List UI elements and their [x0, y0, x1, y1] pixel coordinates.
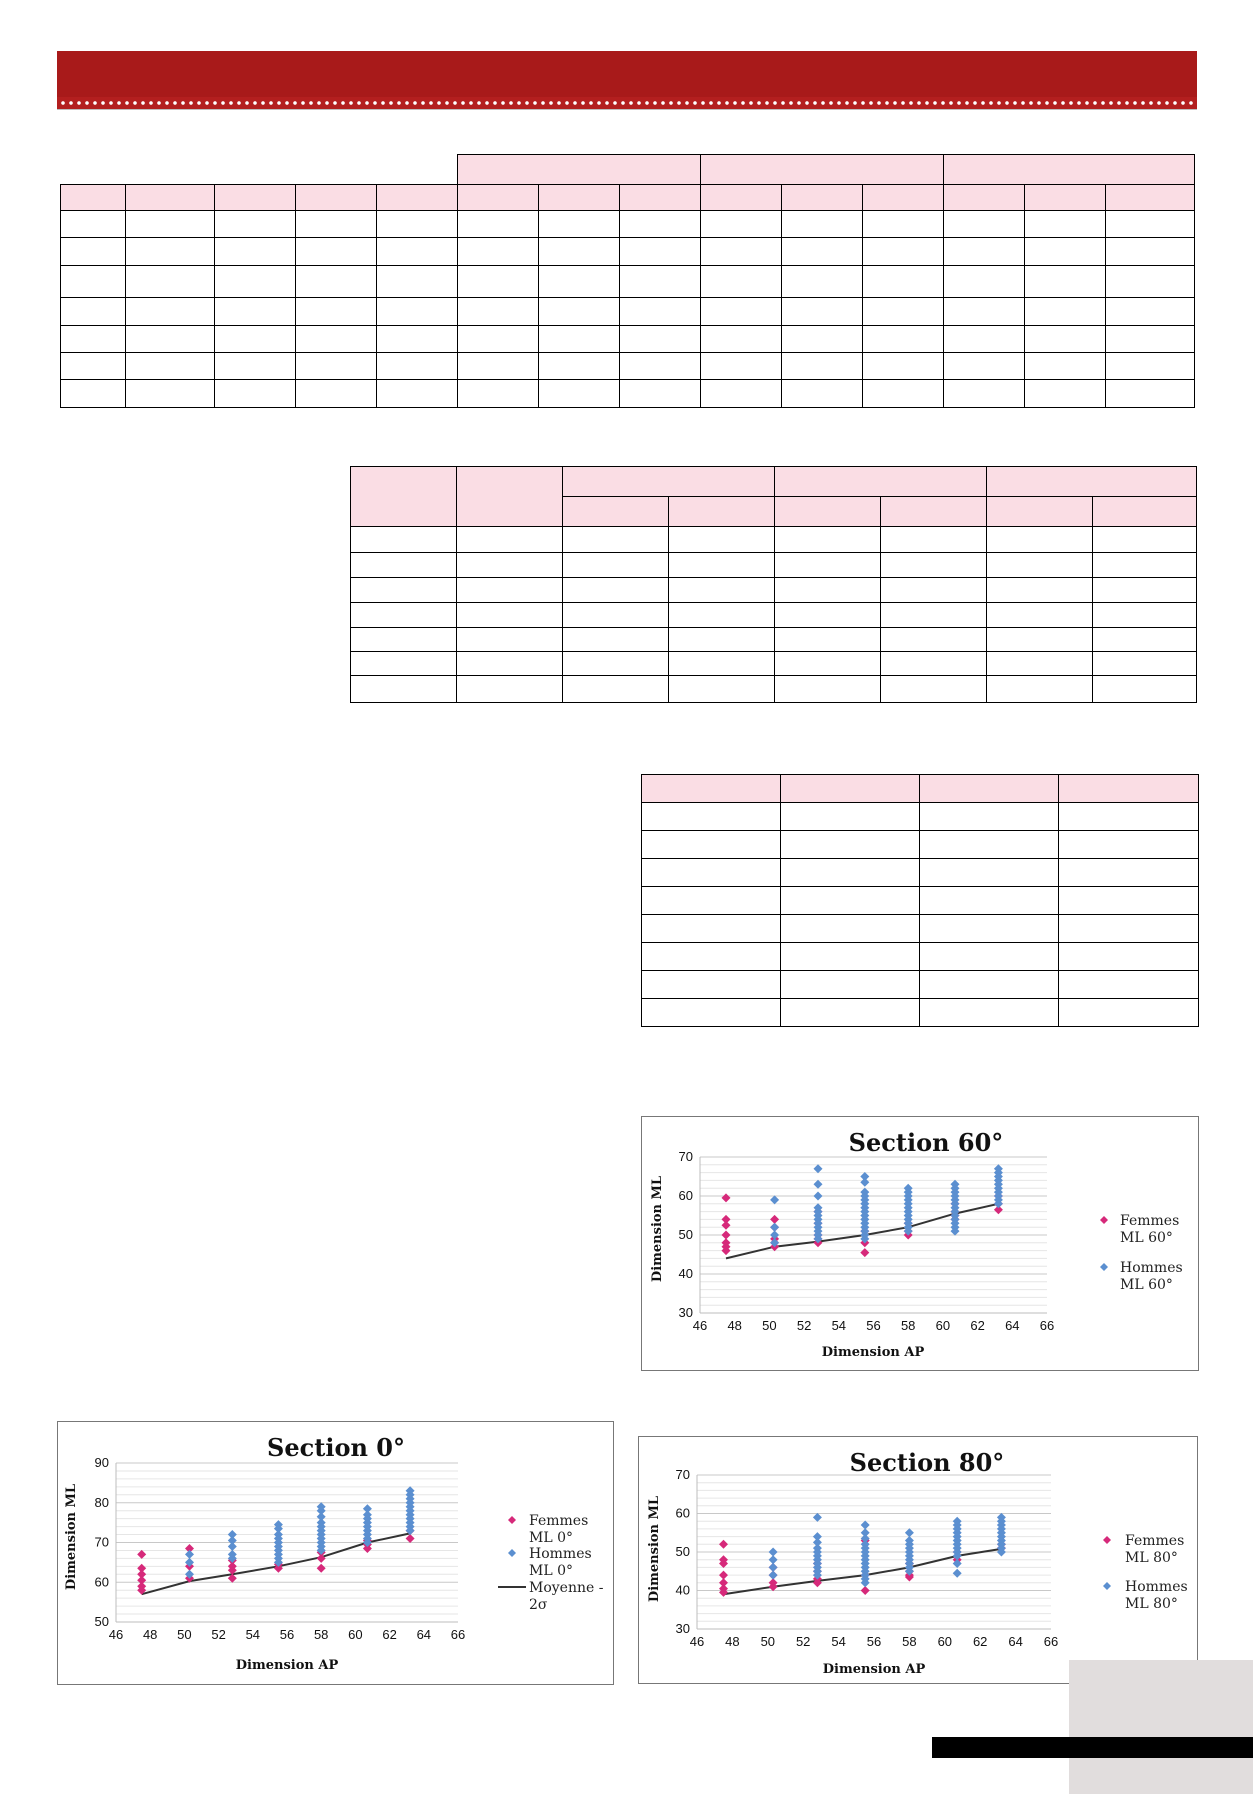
data-point-hommes: [813, 1513, 822, 1522]
legend-marker-femmes: [508, 1516, 516, 1524]
table-2-header-row: [351, 467, 1197, 497]
data-point-hommes: [953, 1569, 962, 1578]
data-point-hommes: [860, 1178, 869, 1187]
chart-section-60-svg: [642, 1117, 1198, 1370]
y-tick-label: 60: [678, 1188, 693, 1203]
legend-label: Moyenne -: [529, 1580, 604, 1596]
table-1-header-row: [61, 185, 1195, 211]
table-row: [642, 971, 1199, 999]
data-point-femmes: [861, 1586, 870, 1595]
legend-label: Hommes: [1125, 1579, 1188, 1595]
x-tick-label: 66: [1039, 1318, 1055, 1333]
table-row: [351, 628, 1197, 652]
data-point-hommes: [770, 1223, 779, 1232]
legend: [498, 1513, 604, 1613]
data-point-femmes: [722, 1193, 731, 1202]
legend-marker-femmes: [1103, 1536, 1111, 1544]
x-tick-label: 66: [1043, 1634, 1059, 1649]
y-tick-label: 70: [675, 1467, 690, 1482]
y-axis-label: Dimension ML: [647, 1495, 662, 1603]
legend: [1103, 1533, 1188, 1612]
x-tick-label: 48: [142, 1627, 158, 1642]
y-tick-label: 90: [94, 1455, 109, 1470]
table-row: [642, 859, 1199, 887]
table-row: [642, 943, 1199, 971]
header-dotted-border: [57, 97, 1197, 109]
x-tick-label: 58: [900, 1318, 916, 1333]
table-row: [642, 999, 1199, 1027]
data-point-hommes: [814, 1164, 823, 1173]
table-row: [61, 326, 1195, 353]
data-point-hommes: [769, 1563, 778, 1572]
y-tick-label: 50: [94, 1614, 109, 1629]
table-row: [642, 831, 1199, 859]
data-point-femmes: [317, 1564, 326, 1573]
x-tick-label: 54: [245, 1627, 261, 1642]
x-tick-label: 52: [796, 1318, 812, 1333]
table-row: [351, 527, 1197, 553]
chart-section-60: [641, 1116, 1199, 1371]
data-point-femmes: [722, 1231, 731, 1240]
table-1-group-header-row: [61, 155, 1195, 185]
table-3-header-row: [642, 775, 1199, 803]
x-tick-label: 50: [762, 1318, 777, 1333]
data-point-femmes: [719, 1571, 728, 1580]
chart-title: Section 80°: [849, 1448, 1005, 1477]
legend-label: Femmes: [1125, 1533, 1185, 1549]
table-row: [351, 676, 1197, 703]
corner-gray-block: [1069, 1660, 1253, 1794]
data-point-femmes: [406, 1534, 415, 1543]
legend-label: Hommes: [529, 1546, 592, 1562]
y-tick-label: 30: [675, 1621, 690, 1636]
x-tick-label: 56: [279, 1627, 295, 1642]
x-tick-label: 60: [348, 1627, 363, 1642]
data-point-femmes: [137, 1550, 146, 1559]
footer-black-bar: [932, 1737, 1253, 1758]
table-row: [351, 553, 1197, 578]
x-tick-label: 64: [416, 1627, 432, 1642]
chart-section-0-svg: [58, 1422, 613, 1684]
x-tick-label: 62: [382, 1627, 397, 1642]
y-axis-label: Dimension ML: [650, 1175, 665, 1283]
data-point-hommes: [905, 1528, 914, 1537]
legend-label: ML 60°: [1120, 1277, 1173, 1293]
table-1: [60, 154, 1195, 408]
legend-marker-hommes: [1103, 1582, 1111, 1590]
data-point-hommes: [814, 1192, 823, 1201]
legend-marker-femmes: [1100, 1216, 1108, 1224]
data-point-hommes: [769, 1555, 778, 1564]
x-tick-label: 46: [692, 1318, 708, 1333]
data-point-hommes: [769, 1548, 778, 1557]
legend-marker-hommes: [508, 1549, 516, 1557]
x-tick-label: 48: [727, 1318, 742, 1333]
y-tick-label: 30: [678, 1305, 693, 1320]
table-row: [351, 603, 1197, 628]
data-point-femmes: [722, 1221, 731, 1230]
x-tick-label: 60: [935, 1318, 951, 1333]
x-tick-label: 64: [1008, 1634, 1023, 1649]
y-tick-label: 70: [94, 1534, 109, 1550]
x-axis-label: Dimension AP: [235, 1658, 339, 1673]
legend-label: 2σ: [529, 1597, 548, 1613]
x-tick-label: 58: [313, 1627, 329, 1642]
table-row: [61, 298, 1195, 326]
x-tick-label: 62: [972, 1634, 988, 1649]
x-tick-label: 52: [795, 1634, 811, 1649]
x-tick-label: 60: [937, 1634, 953, 1649]
x-axis-label: Dimension AP: [822, 1662, 926, 1677]
data-point-hommes: [770, 1195, 779, 1204]
x-tick-label: 56: [866, 1318, 881, 1333]
chart-title: Section 60°: [848, 1128, 1004, 1157]
x-tick-label: 58: [902, 1634, 917, 1649]
table-2: [350, 466, 1197, 703]
table-row: [61, 353, 1195, 380]
x-tick-label: 66: [450, 1627, 466, 1642]
table-row: [351, 652, 1197, 676]
legend: [1100, 1213, 1183, 1293]
table-3: [641, 774, 1199, 1027]
legend-label: Femmes: [529, 1513, 589, 1529]
x-axis-label: Dimension AP: [821, 1345, 925, 1360]
x-tick-label: 50: [177, 1627, 192, 1642]
table-row: [61, 380, 1195, 408]
y-tick-label: 70: [678, 1149, 693, 1164]
data-point-hommes: [185, 1550, 194, 1559]
y-tick-label: 50: [678, 1227, 693, 1242]
table-1-group-header-cell: [701, 155, 944, 185]
chart-section-80-svg: [639, 1437, 1197, 1683]
data-point-femmes: [860, 1248, 869, 1257]
table-1-group-header-cell: [458, 155, 701, 185]
x-tick-label: 54: [831, 1318, 847, 1333]
x-tick-label: 48: [725, 1634, 740, 1649]
x-tick-label: 46: [689, 1634, 705, 1649]
chart-title: Section 0°: [267, 1433, 405, 1462]
table-row: [642, 887, 1199, 915]
data-point-hommes: [769, 1571, 778, 1580]
y-tick-label: 60: [94, 1574, 109, 1590]
x-tick-label: 46: [108, 1627, 124, 1642]
x-tick-label: 50: [760, 1634, 776, 1649]
x-tick-label: 64: [1005, 1318, 1020, 1333]
x-tick-label: 52: [211, 1627, 226, 1642]
data-point-femmes: [719, 1540, 728, 1549]
table-row: [61, 211, 1195, 238]
table-row: [351, 578, 1197, 603]
table-row: [642, 803, 1199, 831]
table-row: [61, 266, 1195, 298]
y-axis-label: Dimension ML: [64, 1483, 79, 1591]
x-tick-label: 54: [831, 1634, 846, 1649]
chart-section-0: [57, 1421, 614, 1685]
legend-label: ML 80°: [1125, 1596, 1178, 1612]
legend-label: ML 80°: [1125, 1550, 1178, 1566]
data-point-hommes: [228, 1542, 237, 1551]
y-tick-label: 50: [675, 1544, 690, 1559]
x-tick-label: 56: [866, 1634, 882, 1649]
x-tick-label: 62: [970, 1318, 985, 1333]
page-header-bar: [57, 51, 1197, 101]
legend-label: ML 0°: [529, 1563, 573, 1579]
data-point-femmes: [770, 1215, 779, 1224]
y-tick-label: 40: [678, 1266, 693, 1281]
table-row: [61, 238, 1195, 266]
legend-marker-hommes: [1100, 1263, 1108, 1271]
legend-label: ML 0°: [529, 1530, 573, 1546]
table-1-group-header-cell: [944, 155, 1195, 185]
y-tick-label: 40: [675, 1582, 690, 1598]
chart-section-80: [638, 1436, 1198, 1684]
legend-label: Hommes: [1120, 1260, 1183, 1276]
legend-label: Femmes: [1120, 1213, 1180, 1229]
y-tick-label: 80: [94, 1494, 109, 1510]
data-point-hommes: [861, 1521, 870, 1530]
table-row: [642, 915, 1199, 943]
data-point-hommes: [814, 1180, 823, 1189]
legend-label: ML 60°: [1120, 1230, 1173, 1246]
y-tick-label: 60: [675, 1505, 690, 1521]
